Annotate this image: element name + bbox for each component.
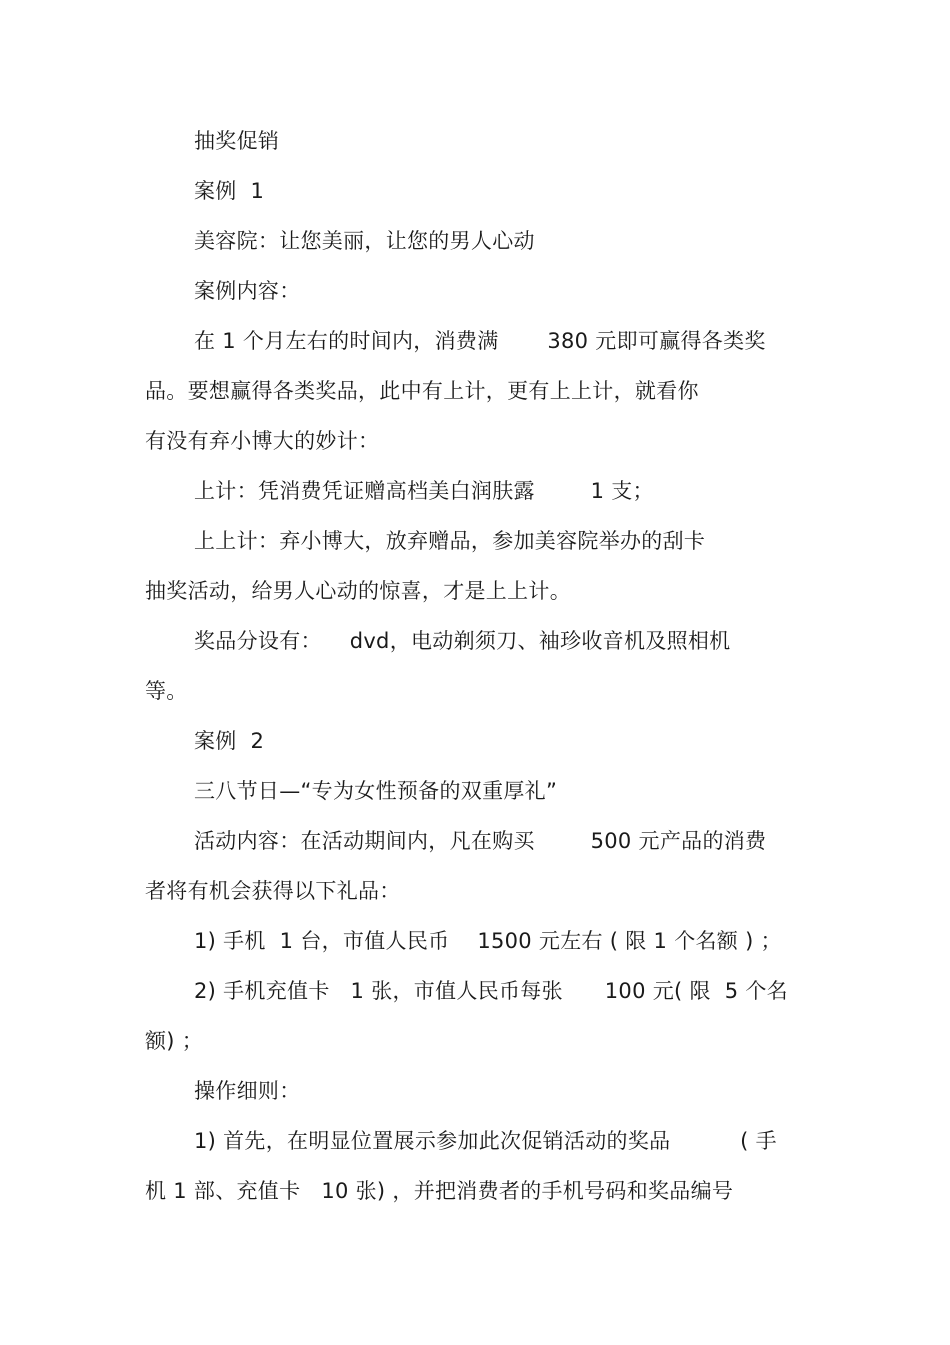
list-item: 1) 首先，在明显位置展示参加此次促销活动的奖品 ( 手 [194, 1129, 777, 1153]
list-item: 2) 手机充值卡 1 张，市值人民币每张 100 元( 限 5 个名 [194, 979, 788, 1003]
document-title: 抽奖促销 [194, 129, 280, 153]
case-1-subtitle: 美容院：让您美丽，让您的男人心动 [194, 229, 535, 253]
paragraph-line: 等。 [145, 679, 188, 703]
paragraph-line: 奖品分设有： dvd，电动剃须刀、袖珍收音机及照相机 [194, 629, 731, 653]
paragraph-line: 在 1 个月左右的时间内，消费满 380 元即可赢得各类奖 [194, 329, 766, 353]
paragraph-line: 上上计：弃小博大，放弃赠品，参加美容院举办的刮卡 [194, 529, 706, 553]
list-item: 1) 手机 1 台，市值人民币 1500 元左右 ( 限 1 个名额 ) ； [194, 929, 782, 953]
paragraph-line: 活动内容：在活动期间内，凡在购买 500 元产品的消费 [194, 829, 767, 853]
case-1-heading: 案例 1 [194, 179, 265, 203]
list-item-continuation: 机 1 部、充值卡 10 张) ，并把消费者的手机号码和奖品编号 [145, 1179, 734, 1203]
paragraph-line: 上计：凭消费凭证赠高档美白润肤露 1 支； [194, 479, 654, 503]
paragraph-line: 品。要想赢得各类奖品，此中有上计，更有上上计，就看你 [145, 379, 699, 403]
paragraph-line: 抽奖活动，给男人心动的惊喜，才是上上计。 [145, 579, 571, 603]
case-1-content-label: 案例内容： [194, 279, 301, 303]
paragraph-line: 者将有机会获得以下礼品： [145, 879, 401, 903]
list-item-continuation: 额) ； [145, 1029, 204, 1053]
paragraph-line: 有没有弃小博大的妙计： [145, 429, 380, 453]
section-label: 操作细则： [194, 1079, 301, 1103]
case-2-heading: 案例 2 [194, 729, 265, 753]
case-2-subtitle: 三八节日—“专为女性预备的双重厚礼” [194, 779, 558, 803]
